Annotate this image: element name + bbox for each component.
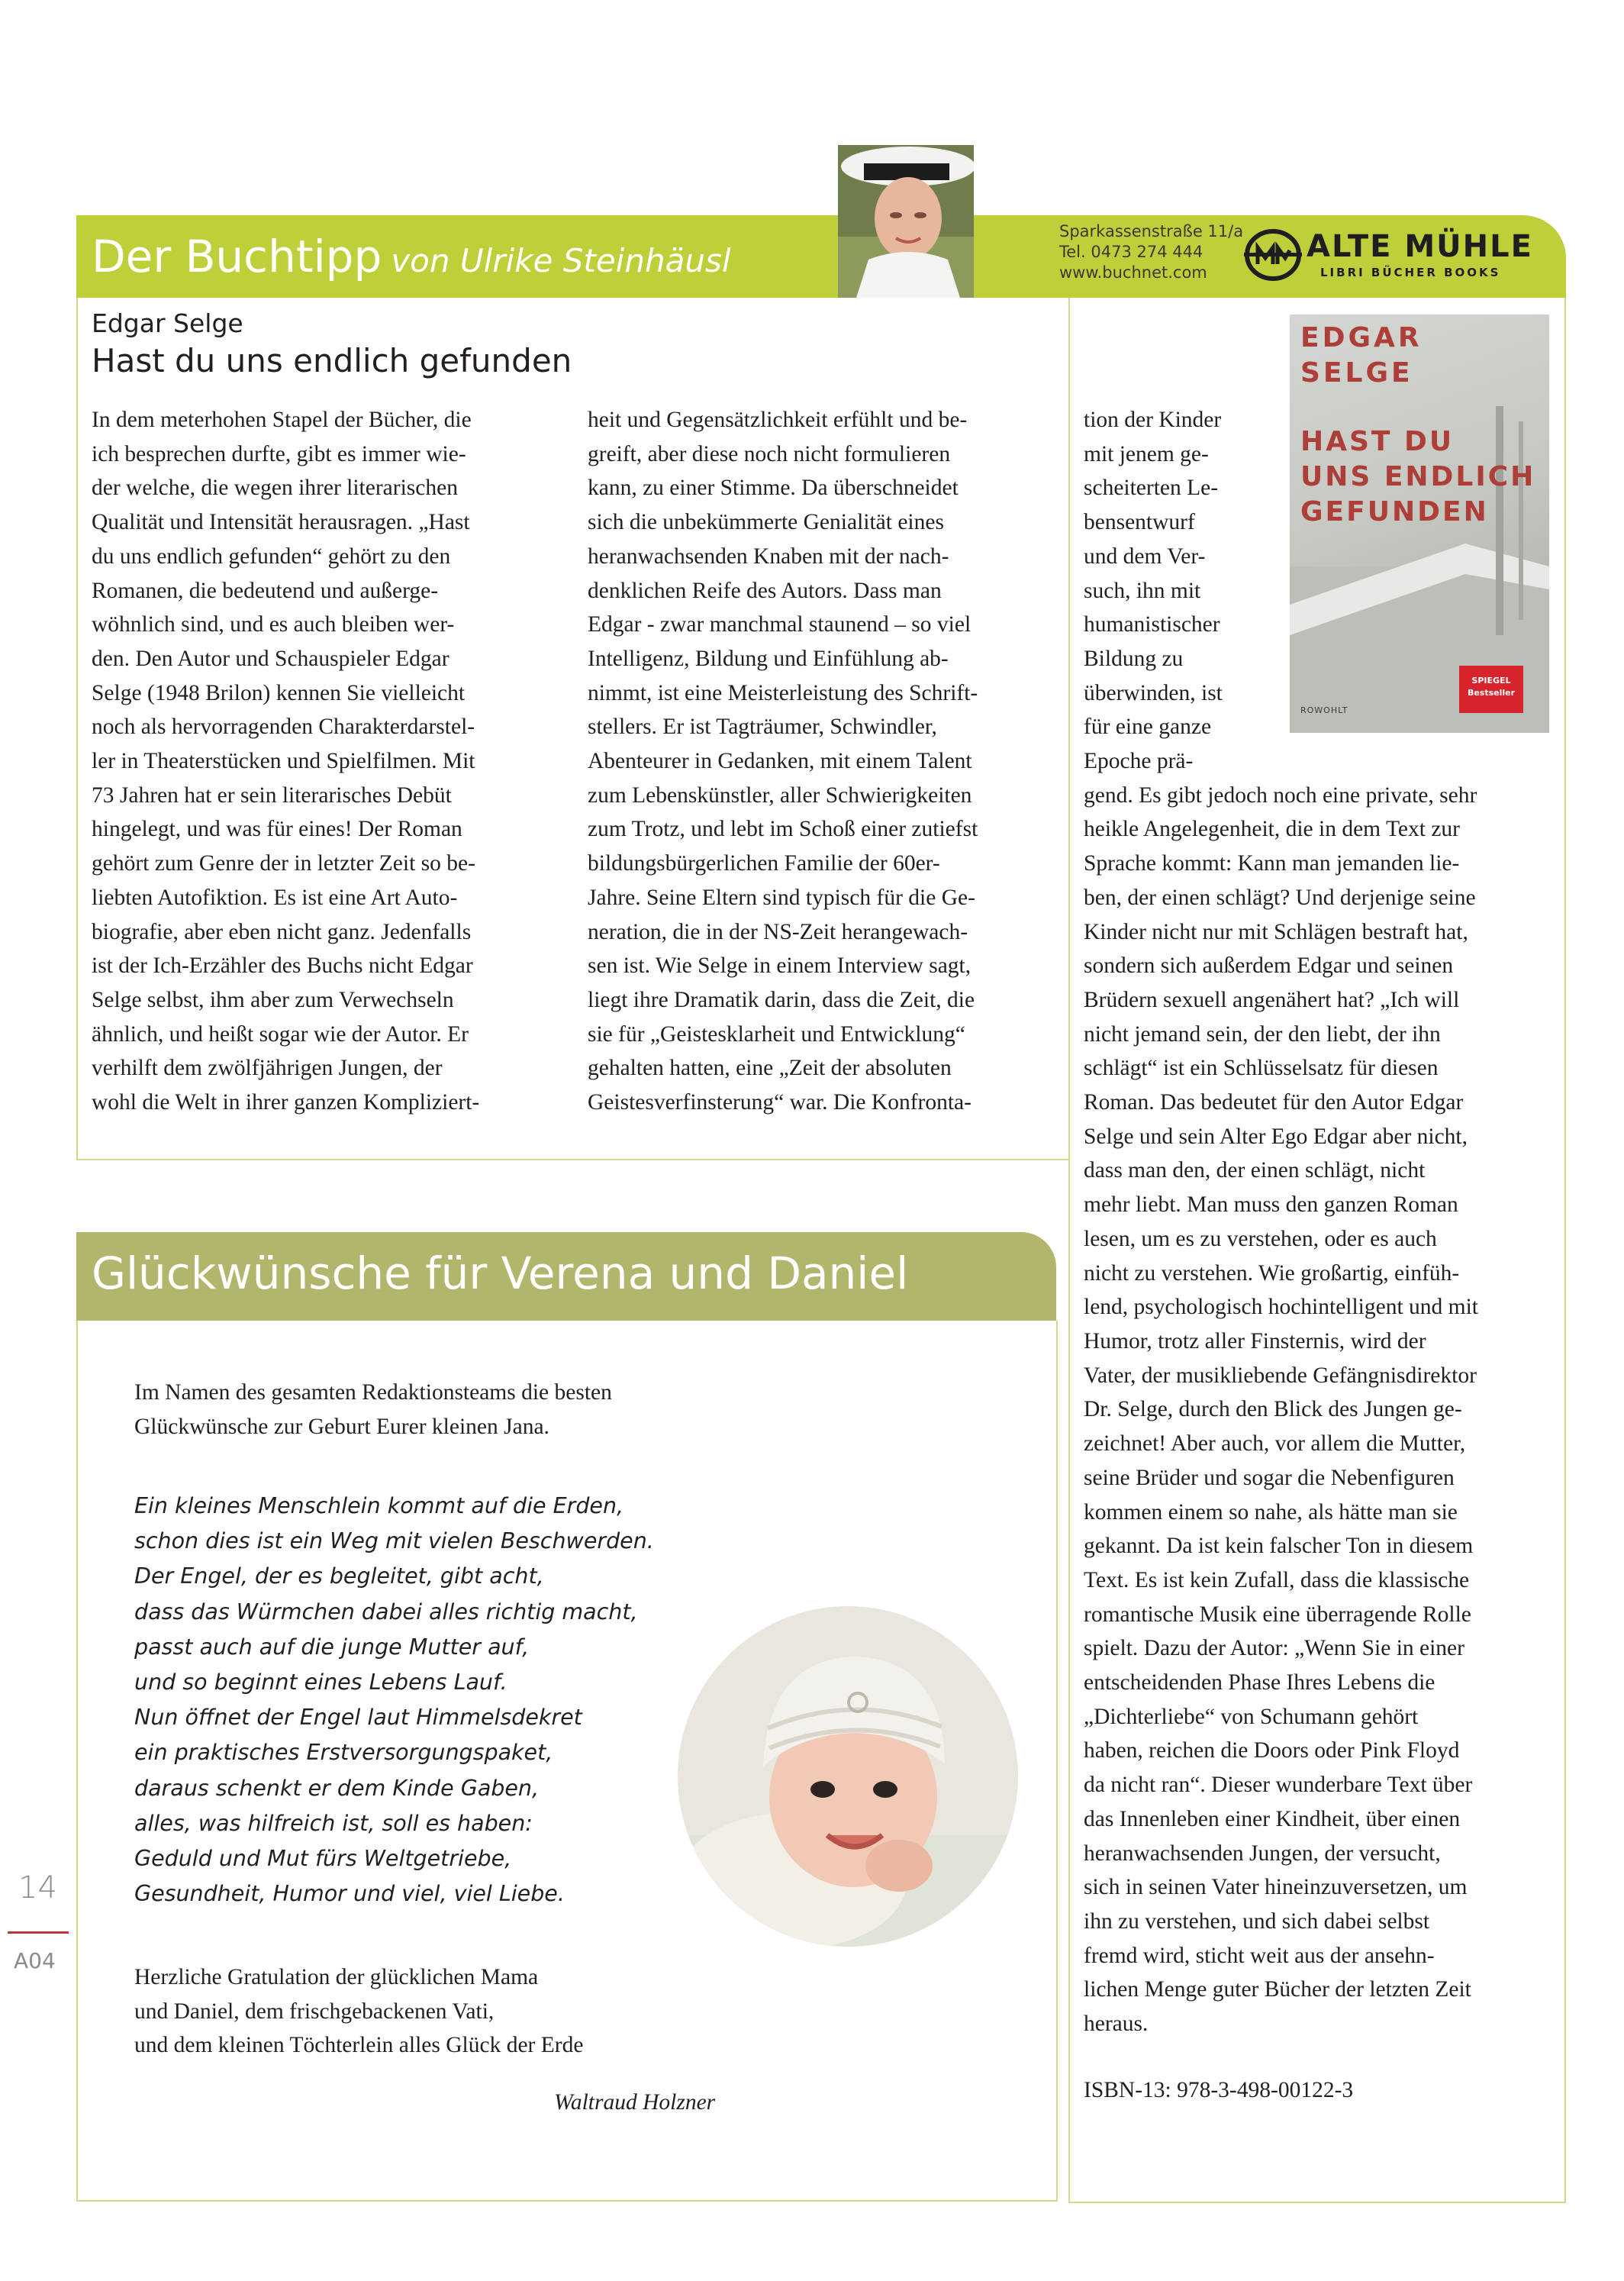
text-line: Vater, der musikliebende Gefängnisdirektor xyxy=(1084,1363,1477,1388)
text-line: sondern sich außerdem Edgar und seinen xyxy=(1084,953,1454,979)
text-line: das Innenleben einer Kindheit, über einen xyxy=(1084,1806,1461,1831)
text-line: mit jenem ge- xyxy=(1084,441,1209,466)
review-column-2 xyxy=(588,403,1053,1120)
text-line: ich besprechen durfte, gibt es immer wie- xyxy=(92,441,466,466)
text-line: Selge und sein Alter Ego Edgar aber nicht, xyxy=(1084,1124,1468,1149)
text-line: heikle Angelegenheit, die in dem Text zur xyxy=(1084,817,1461,842)
text-line: Selge (1948 Brilon) kennen Sie vielleicht xyxy=(92,680,466,705)
book-author: Edgar Selge xyxy=(92,308,243,338)
text-line: gend. Es gibt jedoch noch eine private, sehr xyxy=(1084,782,1477,808)
text-line: Bildung zu xyxy=(1084,646,1184,671)
text-line: nicht jemand sein, der den liebt, der ihn xyxy=(1084,1021,1441,1047)
text-line: gehalten hatten, eine „Zeit der absoluten xyxy=(588,1056,952,1081)
buchtipp-heading xyxy=(92,229,731,289)
text-line: neration, die in der NS-Zeit herangewach- xyxy=(588,919,968,944)
text-line: zum Lebenskünstler, aller Schwierigkeiten xyxy=(588,782,972,808)
text-line: Brüdern sexuell angenähert hat? „Ich will xyxy=(1084,987,1460,1012)
text-line: Romanen, die bedeutend und außerge- xyxy=(92,578,439,603)
text-line: heranwachsenden Knaben mit der nach- xyxy=(588,544,949,569)
text-line: ihn zu verstehen, und sich dabei selbst xyxy=(1084,1908,1430,1934)
buchtipp-heading-text: Der Buchtipp xyxy=(92,231,382,282)
glueckwuensche-poem xyxy=(134,1489,654,1912)
glueckwuensche-closing xyxy=(134,1960,583,2063)
badge-line: Bestseller xyxy=(1467,688,1516,698)
text-line: ist der Ich-Erzähler des Buchs nicht Edgar xyxy=(92,953,473,979)
text-line: zum Trotz, und lebt im Schoß einer zutiefst xyxy=(588,817,978,842)
text-line: zeichnet! Aber auch, vor allem die Mutter, xyxy=(1084,1431,1466,1457)
text-line: bensentwurf xyxy=(1084,510,1195,535)
text-line: liebten Autofiktion. Es ist eine Art Auto- xyxy=(92,885,458,910)
cover-author-text xyxy=(1300,321,1529,391)
text-line: bildungsbürgerlichen Familie der 60er- xyxy=(588,851,940,876)
text-line: humanistischer xyxy=(1084,612,1220,637)
text-line: verhilft dem zwölfjährigen Jungen, der xyxy=(92,1056,443,1081)
text-line: heraus. xyxy=(1084,2012,1149,2037)
text-line: nicht zu verstehen. Wie großartig, einfüh- xyxy=(1084,1260,1460,1286)
cover-title-line: HAST DU xyxy=(1300,426,1455,457)
text-line: nimmt, ist eine Meisterleistung des Schrift- xyxy=(588,680,978,705)
text-line: mehr liebt. Man muss den ganzen Roman xyxy=(1084,1192,1458,1218)
text-line: lichen Menge guter Bücher der letzten Zeit xyxy=(1084,1977,1471,2002)
author-portrait-photo xyxy=(838,145,974,298)
text-line: tion der Kinder xyxy=(1084,408,1222,432)
text-line: ähnlich, und heißt sogar wie der Autor. Er xyxy=(92,1021,469,1047)
shop-name: ALTE MÜHLE xyxy=(1307,229,1533,264)
text-line: ein praktisches Erstversorgungspaket, xyxy=(134,1740,553,1766)
text-line: und so beginnt eines Lebens Lauf. xyxy=(134,1670,508,1695)
cover-title-line: UNS ENDLICH xyxy=(1300,461,1536,492)
page-code: A04 xyxy=(14,1948,56,1973)
text-line: noch als hervorragenden Charakterdarstel- xyxy=(92,715,475,740)
text-line: Selge selbst, ihm aber zum Verwechseln xyxy=(92,987,454,1012)
text-line: In dem meterhohen Stapel der Bücher, die xyxy=(92,408,472,432)
text-line: Humor, trotz aller Finsternis, wird der xyxy=(1084,1328,1426,1353)
text-line: heranwachsenden Jungen, der versucht, xyxy=(1084,1841,1441,1866)
text-line: den. Den Autor und Schauspieler Edgar xyxy=(92,646,450,671)
text-line: der welche, die wegen ihrer literarischen xyxy=(92,476,458,501)
text-line: ler in Theaterstücken und Spielfilmen. Mit xyxy=(92,749,475,774)
buchtipp-byline: von Ulrike Steinhäusl xyxy=(391,242,731,279)
text-line: Gesundheit, Humor und viel, viel Liebe. xyxy=(134,1881,565,1907)
shop-address xyxy=(1059,221,1243,283)
shop-phone: Tel. 0473 274 444 xyxy=(1059,243,1204,261)
text-line: fremd wird, sticht weit aus der ansehn- xyxy=(1084,1943,1435,1968)
text-line: Geduld und Mut fürs Weltgetriebe, xyxy=(134,1846,512,1872)
text-line: für eine ganze xyxy=(1084,715,1212,740)
text-line: Herzliche Gratulation der glücklichen Mama xyxy=(134,1965,539,1989)
text-line: heit und Gegensätzlichkeit erfühlt und be- xyxy=(588,408,968,432)
text-line: wöhnlich sind, und es auch bleiben wer- xyxy=(92,612,455,637)
text-line: hingelegt, und was für eines! Der Roman xyxy=(92,817,462,842)
text-line: Abenteurer in Gedanken, mit einem Talent xyxy=(588,749,972,774)
text-line: denklichen Reife des Autors. Dass man xyxy=(588,578,942,603)
text-line: haben, reichen die Doors oder Pink Floyd xyxy=(1084,1738,1460,1763)
text-line: überwinden, ist xyxy=(1084,680,1223,705)
text-line: gekannt. Da ist kein falscher Ton in diesem xyxy=(1084,1534,1474,1559)
book-title: Hast du uns endlich gefunden xyxy=(92,342,572,379)
text-line: Qualität und Intensität herausragen. „Hast xyxy=(92,510,470,535)
glueckwuensche-heading: Glückwünsche für Verena und Daniel xyxy=(92,1247,909,1299)
text-line: schon dies ist ein Weg mit vielen Beschwerden. xyxy=(134,1528,654,1554)
text-line: Epoche prä- xyxy=(1084,749,1194,774)
text-line: schlägt“ ist ein Schlüsselsatz für diesen xyxy=(1084,1056,1439,1081)
cover-author-line: EDGAR xyxy=(1300,322,1423,353)
text-line: Der Engel, der es begleitet, gibt acht, xyxy=(134,1563,544,1589)
cover-publisher: ROWOHLT xyxy=(1300,705,1348,715)
text-line: greift, aber diese noch nicht formulieren xyxy=(588,441,951,466)
text-line: und Daniel, dem frischgebackenen Vati, xyxy=(134,1999,495,2024)
text-line: „Dichterliebe“ von Schumann gehört xyxy=(1084,1704,1419,1729)
text-line: seine Brüder und sogar die Nebenfiguren xyxy=(1084,1465,1455,1490)
text-line: Geistesverfinsterung“ war. Die Konfronta- xyxy=(588,1090,972,1115)
glueckwuensche-intro xyxy=(134,1376,612,1444)
text-line: biografie, aber eben nicht ganz. Jedenfalls xyxy=(92,919,472,944)
text-line: spielt. Dazu der Autor: „Wenn Sie in einer xyxy=(1084,1636,1464,1661)
text-line: Ein kleines Menschlein kommt auf die Erden, xyxy=(134,1493,624,1518)
text-line: da nicht ran“. Dieser wunderbare Text über xyxy=(1084,1773,1473,1798)
review-column-3 xyxy=(1084,403,1557,2041)
text-line: Glückwünsche zur Geburt Eurer kleinen Jana. xyxy=(134,1414,549,1439)
cover-title-line: GEFUNDEN xyxy=(1300,496,1489,528)
text-line: gehört zum Genre der in letzter Zeit so be- xyxy=(92,851,475,876)
text-line: Jahre. Seine Eltern sind typisch für die Ge- xyxy=(588,885,975,910)
text-line: scheiterten Le- xyxy=(1084,476,1219,501)
text-line: Intelligenz, Bildung und Einfühlung ab- xyxy=(588,646,949,671)
text-line: Text. Es ist kein Zufall, dass die klassische xyxy=(1084,1567,1470,1592)
text-line: Dr. Selge, durch den Blick des Jungen ge- xyxy=(1084,1397,1462,1422)
text-line: Kinder nicht nur mit Schlägen bestraft hat, xyxy=(1084,919,1468,944)
text-line: Nun öffnet der Engel laut Himmelsdekret xyxy=(134,1705,582,1731)
text-line: liegt ihre Dramatik darin, dass die Zeit, die xyxy=(588,987,975,1012)
text-line: sen ist. Wie Selge in einem Interview sagt, xyxy=(588,953,972,979)
text-line: sich die unbekümmerte Genialität eines xyxy=(588,510,944,535)
text-line: und dem Ver- xyxy=(1084,544,1206,569)
text-line: passt auch auf die junge Mutter auf, xyxy=(134,1634,530,1660)
text-line: und dem kleinen Töchterlein alles Glück der Erde xyxy=(134,2033,584,2058)
text-line: kann, zu einer Stimme. Da überschneidet xyxy=(588,476,959,501)
shop-website: www.buchnet.com xyxy=(1059,263,1207,282)
text-line: 73 Jahren hat er sein literarisches Debüt xyxy=(92,782,452,808)
text-line: sich in seinen Vater hineinzuversetzen, um xyxy=(1084,1875,1468,1900)
text-line: stellers. Er ist Tagträumer, Schwindler, xyxy=(588,715,937,740)
baby-photo xyxy=(678,1606,1018,1947)
text-line: alles, was hilfreich ist, soll es haben: xyxy=(134,1810,533,1836)
text-line: ben, der einen schlägt? Und derjenige seine xyxy=(1084,885,1476,910)
page-number-rule xyxy=(8,1931,69,1934)
text-line: such, ihn mit xyxy=(1084,578,1201,603)
text-line: romantische Musik eine überragende Rolle xyxy=(1084,1602,1471,1627)
page-number: 14 xyxy=(18,1870,57,1905)
text-line: dass man den, der einen schlägt, nicht xyxy=(1084,1158,1426,1183)
cover-author-line: SELGE xyxy=(1300,357,1413,389)
text-line: Edgar - zwar manchmal staunend – so viel xyxy=(588,612,972,637)
text-line: Im Namen des gesamten Redaktionsteams die besten xyxy=(134,1380,612,1405)
text-line: sie für „Geistesklarheit und Entwicklung“ xyxy=(588,1021,965,1047)
text-line: Sprache kommt: Kann man jemanden lie- xyxy=(1084,851,1460,876)
badge-line: SPIEGEL xyxy=(1471,676,1511,686)
text-line: lesen, um es zu verstehen, oder es auch xyxy=(1084,1226,1437,1251)
text-line: lend, psychologisch hochintelligent und mit xyxy=(1084,1295,1478,1320)
text-line: du uns endlich gefunden“ gehört zu den xyxy=(92,544,451,569)
shop-street: Sparkassenstraße 11/a xyxy=(1059,222,1244,240)
text-line: daraus schenkt er dem Kinde Gaben, xyxy=(134,1775,540,1801)
shop-tagline: LIBRI BÜCHER BOOKS xyxy=(1320,266,1501,279)
text-line: Roman. Das bedeutet für den Autor Edgar xyxy=(1084,1090,1464,1115)
text-line: entscheidenden Phase Ihres Lebens die xyxy=(1084,1670,1436,1695)
text-line: wohl die Welt in ihrer ganzen Kompliziert- xyxy=(92,1090,480,1115)
isbn: ISBN-13: 978-3-498-00122-3 xyxy=(1084,2078,1354,2102)
signature: Waltraud Holzner xyxy=(554,2090,716,2115)
review-column-1 xyxy=(92,403,549,1120)
text-line: dass das Würmchen dabei alles richtig macht, xyxy=(134,1599,638,1624)
text-line: kommen einem so nahe, als hätte man sie xyxy=(1084,1499,1458,1524)
